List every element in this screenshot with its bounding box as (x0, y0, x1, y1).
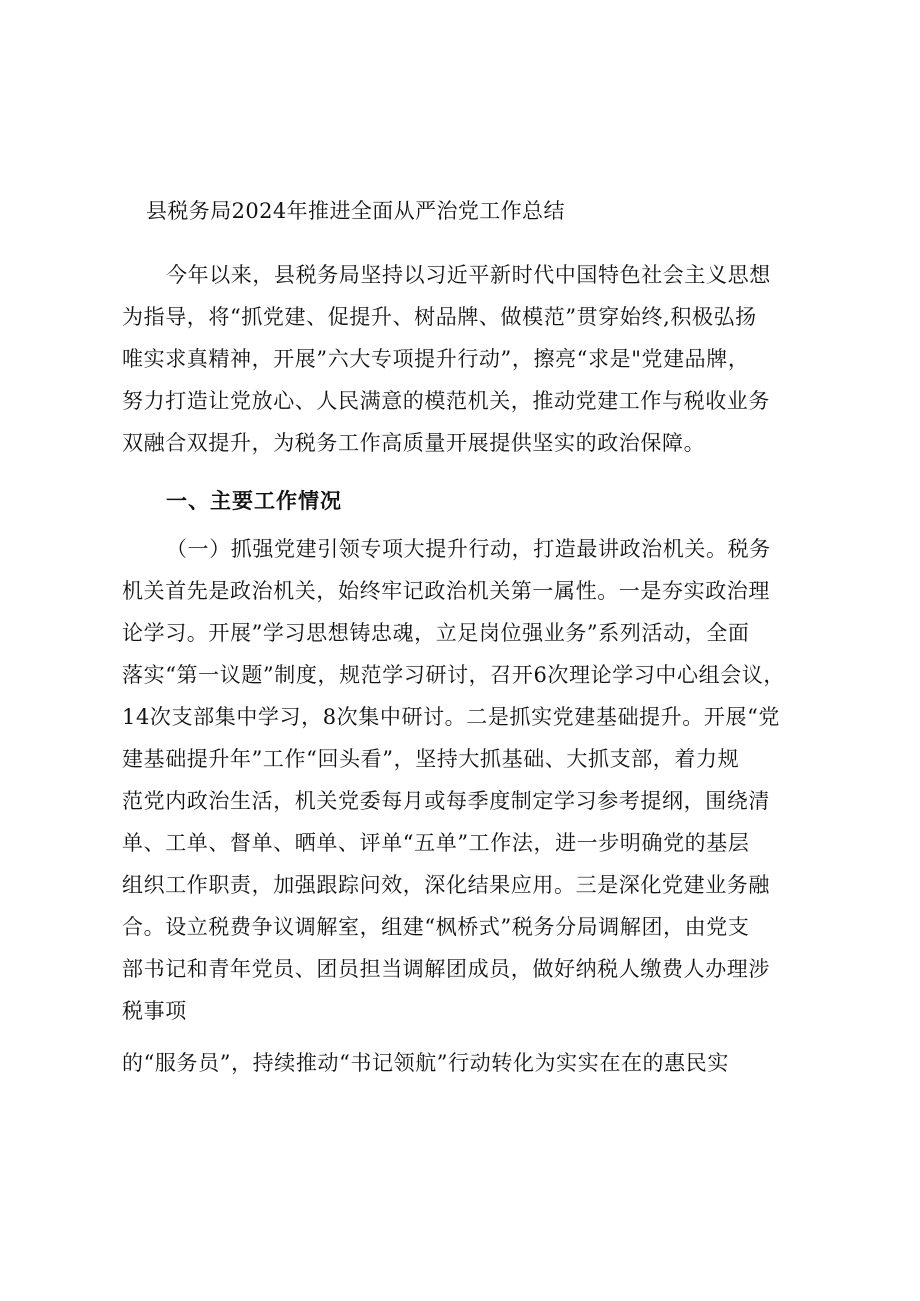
section-line: 合。设立税费争议调解室，组建“枫桥式”税务分局调解团，由党支 (122, 915, 750, 939)
section-line: 14次支部集中学习，8次集中研讨。二是抓实党建基础提升。开展“党 (122, 705, 781, 729)
intro-line: 今年以来，县税务局坚持以习近平新时代中国特色社会主义思想 (166, 263, 771, 287)
section-line: 单、工单、督单、晒单、评单“五单”工作法，进一步明确党的基层 (122, 831, 750, 855)
section-line: 组织工作职责，加强跟踪问效，深化结果应用。三是深化党建业务融 (122, 873, 770, 897)
section-line: 论学习。开展”学习思想铸忠魂，立足岗位强业务”系列活动，全面 (122, 621, 750, 645)
intro-line: 双融合双提升，为税务工作高质量开展提供坚实的政治保障。 (122, 431, 706, 455)
section-line: 税事项 (122, 999, 187, 1023)
intro-line: 唯实求真精神，开展”六大专项提升行动”，擦亮“求是"党建品牌， (122, 347, 750, 371)
section-heading: 一、主要工作情况 (166, 489, 342, 513)
intro-line: 为指导，将“抓党建、促提升、树品牌、做模范”贯穿始终,积极弘扬 (122, 305, 757, 329)
section-line: 建基础提升年”工作“回头看”，坚持大抓基础、大抓支部，着力规 (122, 747, 740, 771)
intro-line: 努力打造让党放心、人民满意的模范机关，推动党建工作与税收业务 (122, 389, 770, 413)
section-line: 机关首先是政治机关，始终牢记政治机关第一属性。一是夯实政治理 (122, 579, 770, 603)
section-line: 部书记和青年党员、团员担当调解团成员，做好纳税人缴费人办理涉 (122, 957, 770, 981)
section-line: 落实“第一议题”制度，规范学习研讨，召开6次理论学习中心组会议， (122, 663, 786, 687)
section-line: （一）抓强党建引领专项大提升行动，打造最讲政治机关。税务 (166, 537, 771, 561)
section-line: 范党内政治生活，机关党委每月或每季度制定学习参考提纲，围绕清 (122, 789, 770, 813)
continuation-line: 的“服务员”，持续推动“书记领航”行动转化为实实在在的惠民实 (122, 1051, 729, 1075)
document-title: 县税务局2024年推进全面从严治党工作总结 (146, 199, 565, 223)
